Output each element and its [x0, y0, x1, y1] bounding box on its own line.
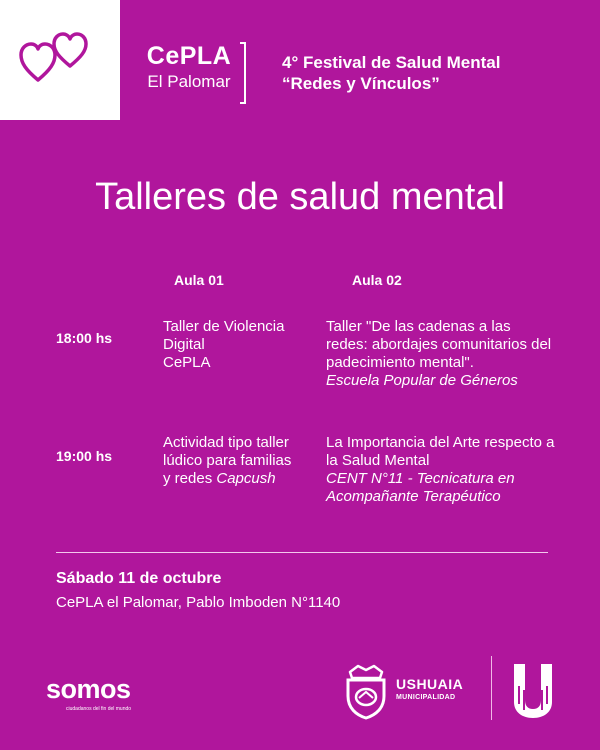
logo-line-1: CePLA — [146, 42, 232, 70]
footer-separator — [491, 656, 492, 720]
session-org: CePLA — [163, 354, 211, 371]
somos-tagline: ciudadanos del fin del mundo — [66, 706, 132, 712]
festival-title — [282, 52, 582, 94]
u-emblem-icon — [508, 660, 558, 720]
cepla-logo — [140, 42, 252, 106]
festival-line-2: “Redes y Vínculos” — [282, 74, 440, 93]
ushuaia-wordmark: USHUAIA — [396, 676, 464, 692]
somos-logo — [46, 674, 176, 718]
hearts-icon — [18, 28, 90, 88]
session-title: Taller de Violencia Digital — [163, 318, 285, 353]
session-org: Capcush — [216, 470, 276, 487]
divider — [56, 552, 548, 553]
page-title: Talleres de salud mental — [95, 176, 505, 218]
logo-line-2: El Palomar — [147, 72, 231, 91]
column-header-aula-02: Aula 02 — [352, 272, 402, 288]
time-slot-2: 19:00 hs — [56, 448, 113, 464]
municipalidad-label: MUNICIPALIDAD — [396, 694, 456, 701]
event-address: CePLA el Palomar, Pablo Imboden N°1140 — [56, 594, 341, 611]
festival-line-1: 4° Festival de Salud Mental — [282, 53, 501, 72]
time-slot-1: 18:00 hs — [56, 330, 113, 346]
session-row1-aula1 — [163, 318, 313, 372]
session-row2-aula2 — [326, 434, 566, 506]
session-title: Actividad tipo taller lúdico para familias y redes — [163, 434, 292, 487]
corner-white-box — [0, 0, 120, 120]
session-org: Escuela Popular de Géneros — [326, 372, 518, 389]
session-row1-aula2 — [326, 318, 556, 390]
somos-wordmark: somos — [46, 674, 131, 704]
session-title: La Importancia del Arte respecto a la Salud Mental — [326, 434, 555, 469]
ushuaia-seal-icon — [342, 660, 390, 720]
event-date: Sábado 11 de octubre — [56, 570, 222, 587]
session-title: Taller "De las cadenas a las redes: abordajes comunitarios del padecimiento mental". — [326, 318, 552, 371]
logo-bracket — [240, 42, 246, 104]
session-row2-aula1 — [163, 434, 293, 488]
session-org: CENT N°11 - Tecnicatura en Acompañante Terapéutico — [326, 470, 515, 505]
column-header-aula-01: Aula 01 — [174, 272, 224, 288]
ushuaia-logo — [396, 676, 480, 701]
